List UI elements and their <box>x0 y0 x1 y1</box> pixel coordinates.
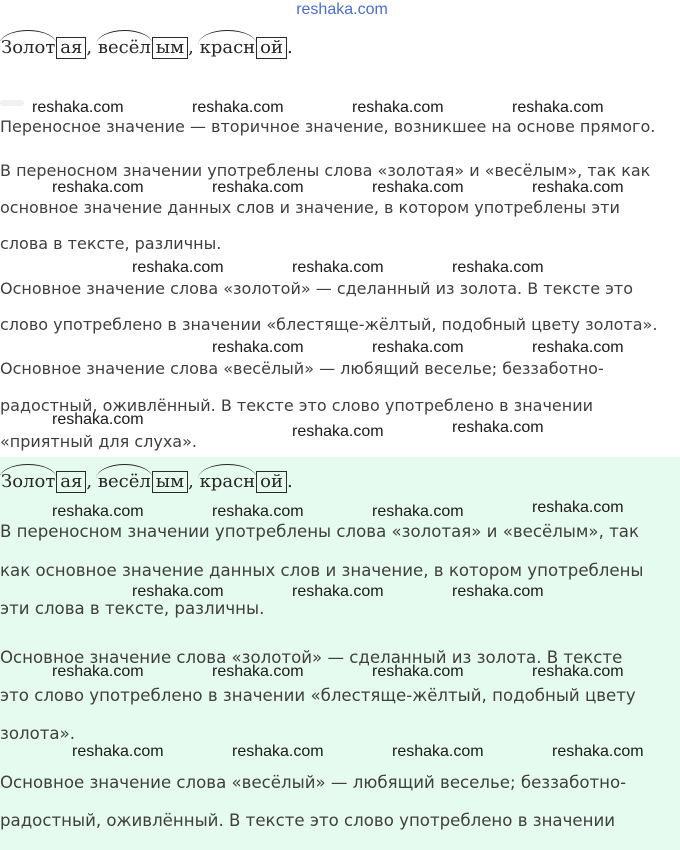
ending-box: ым <box>152 37 188 59</box>
watermark: reshaka.com <box>212 339 304 356</box>
watermark: reshaka.com <box>392 743 484 760</box>
root-arc <box>0 30 57 45</box>
morpheme-parse-green: Золот ая , весёл ым , красн ой . <box>1 471 293 493</box>
text-line: это слово употреблено в значении «блестяще-жёлтый, подобный цвету <box>0 686 636 705</box>
text-line: золота». <box>0 724 75 743</box>
ending-box: ым <box>152 471 188 493</box>
watermark: reshaka.com <box>212 179 304 196</box>
word-veselym: весёл ым <box>98 37 188 59</box>
watermark: reshaka.com <box>52 503 144 520</box>
watermark: reshaka.com <box>352 99 444 116</box>
morpheme-parse-top: Золот ая , весёл ым , красн ой . <box>1 37 293 59</box>
ending-box: ой <box>256 37 287 59</box>
text-line: «приятный для слуха». <box>0 432 197 451</box>
text-line: радостный, оживлённый. В тексте это слово употреблено в значении <box>0 811 616 830</box>
watermark: reshaka.com <box>552 743 644 760</box>
faded-mark <box>0 100 24 106</box>
watermark: reshaka.com <box>372 503 464 520</box>
text-line: эти слова в тексте, различны. <box>0 599 265 618</box>
watermark: reshaka.com <box>372 663 464 680</box>
watermark: reshaka.com <box>532 663 624 680</box>
ending-box: ая <box>56 37 86 59</box>
watermark: reshaka.com <box>512 99 604 116</box>
text-line: слово употреблено в значении «блестяще-жёлтый, подобный цвету золота». <box>0 315 658 334</box>
text-line: слова в тексте, различны. <box>0 234 222 253</box>
word-zolotaya: Золот ая <box>1 471 86 493</box>
watermark: reshaka.com <box>52 179 144 196</box>
root-arc <box>96 30 153 45</box>
ending-box: ой <box>256 471 287 493</box>
watermark: reshaka.com <box>52 663 144 680</box>
watermark: reshaka.com <box>372 179 464 196</box>
word-zolotaya: Золот ая <box>1 37 86 59</box>
text-line: Основное значение слова «золотой» — сделанный из золота. В тексте <box>0 648 623 667</box>
watermark: reshaka.com <box>32 99 124 116</box>
text-line: В переносном значении употреблены слова «золотая» и «весёлым», так <box>0 522 639 541</box>
watermark: reshaka.com <box>452 583 544 600</box>
text-line: Переносное значение — вторичное значение, возникшее на основе прямого. <box>0 117 656 136</box>
watermark: reshaka.com <box>132 583 224 600</box>
watermark: reshaka.com <box>532 179 624 196</box>
watermark: reshaka.com <box>212 503 304 520</box>
watermark: reshaka.com <box>532 499 624 516</box>
watermark: reshaka.com <box>452 259 544 276</box>
watermark: reshaka.com <box>232 743 324 760</box>
ending-box: ая <box>56 471 86 493</box>
watermark: reshaka.com <box>292 423 384 440</box>
watermark-top: reshaka.com <box>296 1 388 18</box>
root-arc <box>198 30 258 45</box>
watermark: reshaka.com <box>292 259 384 276</box>
text-line: Основное значение слова «весёлый» — любящий веселье; беззаботно- <box>0 359 604 378</box>
word-krasnoy: красн ой <box>200 37 287 59</box>
watermark: reshaka.com <box>292 583 384 600</box>
watermark: reshaka.com <box>212 663 304 680</box>
watermark: reshaka.com <box>192 99 284 116</box>
watermark: reshaka.com <box>452 419 544 436</box>
word-krasnoy: красн ой <box>200 471 287 493</box>
watermark: reshaka.com <box>52 411 144 428</box>
watermark: reshaka.com <box>132 259 224 276</box>
watermark: reshaka.com <box>532 339 624 356</box>
word-veselym: весёл ым <box>98 471 188 493</box>
text-line: как основное значение данных слов и значение, в котором употреблены <box>0 561 644 580</box>
text-line: Основное значение слова «золотой» — сделанный из золота. В тексте это <box>0 279 634 298</box>
text-line: основное значение данных слов и значение, в котором употреблены эти <box>0 198 620 217</box>
text-line: радостный, оживлённый. В тексте это слово употреблено в значении <box>0 396 594 415</box>
text-line: В переносном значении употреблены слова «золотая» и «весёлым», так как <box>0 161 651 180</box>
text-line: Основное значение слова «весёлый» — любящий веселье; беззаботно- <box>0 773 627 792</box>
watermark: reshaka.com <box>372 339 464 356</box>
watermark: reshaka.com <box>72 743 164 760</box>
